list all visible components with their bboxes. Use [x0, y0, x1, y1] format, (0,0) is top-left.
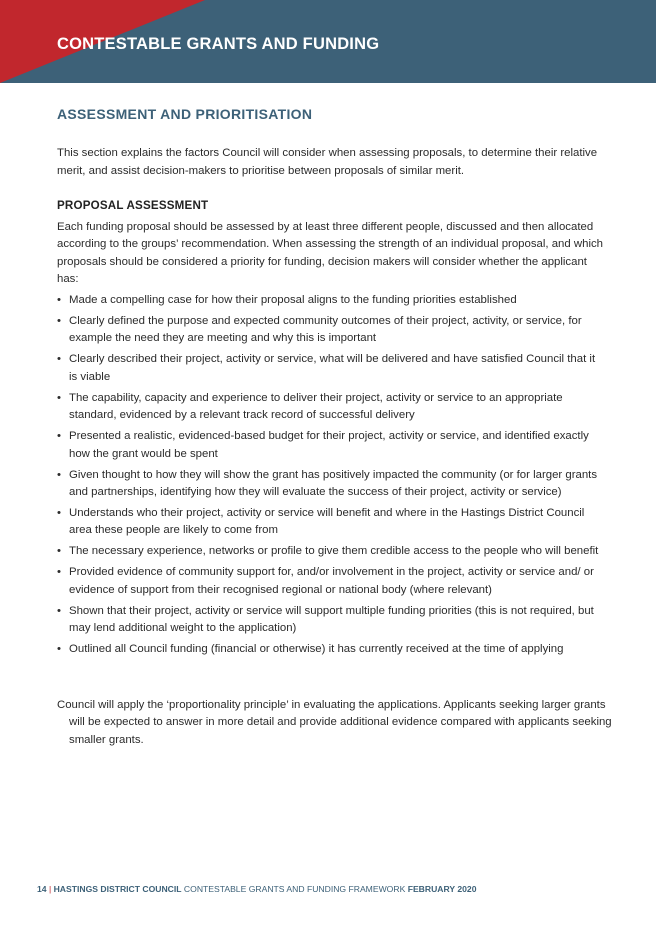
closing-paragraph: Council will apply the ‘proportionality principle’ in evaluating the applications. Applicants seeking larger grants will be expected to answer in more detail and provide additional evidence compared with applicants seeking smaller grants. — [57, 699, 612, 746]
footer-separator: | — [48, 884, 52, 894]
proposal-assessment-heading: PROPOSAL ASSESSMENT — [57, 199, 209, 212]
proposal-assessment-paragraph: Each funding proposal should be assessed by at least three different people, discussed and then allocated according to the groups’ recommendation. When assessing the strength of an individual proposal, and which proposals should be considered a priority for funding, decision makers will consider whether the applicant has: — [57, 221, 604, 286]
page-footer — [37, 884, 476, 894]
assessment-criteria-list — [57, 292, 605, 662]
section-heading: ASSESSMENT AND PRIORITISATION — [57, 106, 313, 122]
list-item: • The necessary experience, networks or profile to give them credible access to the people who will benefit — [57, 543, 605, 560]
list-item: • Presented a realistic, evidenced-based budget for their project, activity or service, and identified exactly how the grant would be spent — [57, 428, 605, 463]
list-item: • Made a compelling case for how their proposal aligns to the funding priorities established — [57, 292, 605, 309]
list-item: • Given thought to how they will show the grant has positively impacted the community (or for larger grants and partnerships, identifying how they will evaluate the success of their project, activity or service) — [57, 467, 605, 502]
intro-paragraph: This section explains the factors Council will consider when assessing proposals, to determine their relative merit, and assist decision-makers to prioritise between proposals of similar merit. — [57, 147, 598, 177]
list-item: • The capability, capacity and experience to deliver their project, activity or service to an appropriate standard, evidenced by a relevant track record of successful delivery — [57, 390, 605, 425]
list-item: • Understands who their project, activity or service will benefit and where in the Hastings District Council area these people are likely to come from — [57, 505, 605, 540]
page-number: 14 — [37, 884, 47, 894]
footer-org: HASTINGS DISTRICT COUNCIL — [53, 884, 182, 894]
list-item: • Provided evidence of community support for, and/or involvement in the project, activity or service and/ or evidence of support from their recognised regional or national body (where relevant) — [57, 564, 605, 599]
header-title: CONTESTABLE GRANTS AND FUNDING — [57, 35, 380, 53]
footer-date: FEBRUARY 2020 — [407, 884, 477, 894]
list-item: • Clearly described their project, activity or service, what will be delivered and have satisfied Council that it is viable — [57, 351, 605, 386]
footer-doc-title: CONTESTABLE GRANTS AND FUNDING FRAMEWORK — [183, 884, 406, 894]
page-header-band — [0, 0, 656, 83]
list-item: • Outlined all Council funding (financial or otherwise) it has currently received at the time of applying — [57, 641, 605, 658]
list-item: • Shown that their project, activity or service will support multiple funding priorities (this is not required, but may lend additional weight to the application) — [57, 603, 605, 638]
list-item: • Clearly defined the purpose and expected community outcomes of their project, activity, or service, for example the need they are meeting and why this is important — [57, 313, 605, 348]
